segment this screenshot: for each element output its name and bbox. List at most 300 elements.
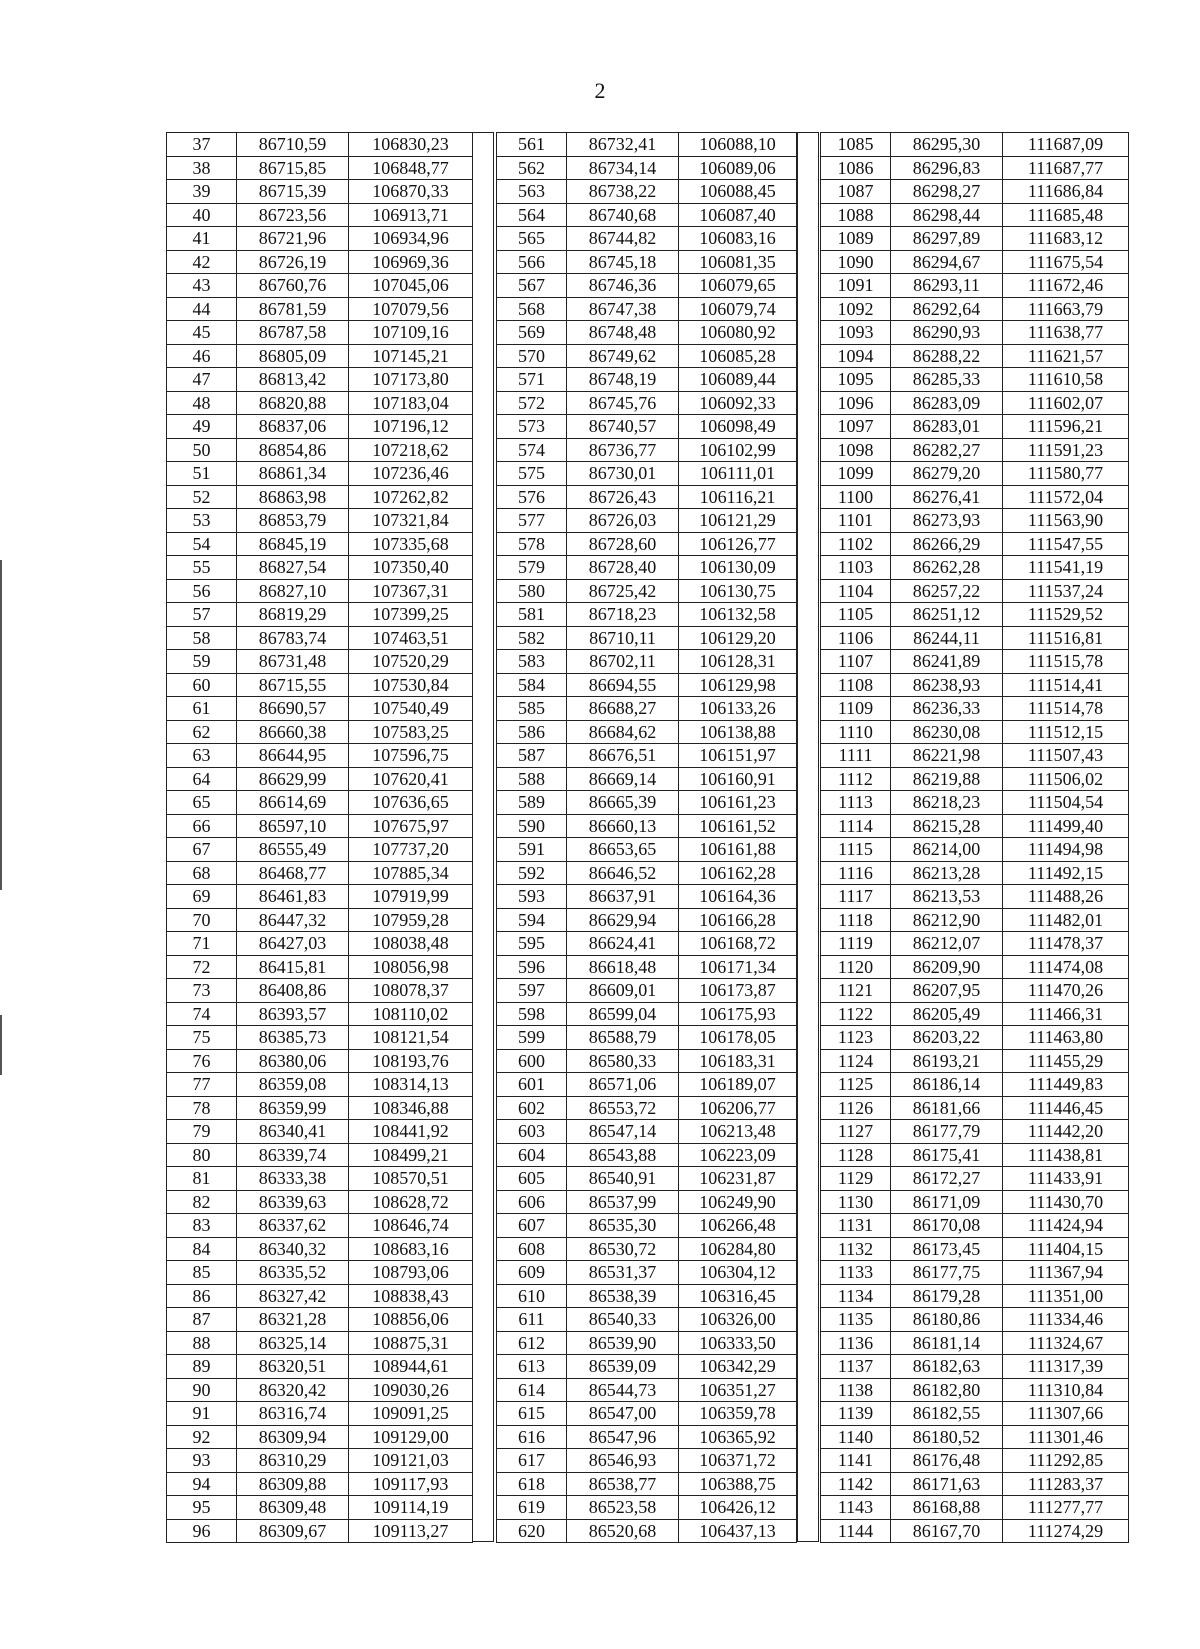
table-row: [497, 1002, 797, 1026]
table-row: [497, 697, 797, 721]
table-row: [497, 180, 797, 204]
x-coordinate-cell: 86853,79: [237, 509, 349, 533]
y-coordinate-cell: 111351,00: [1003, 1284, 1129, 1308]
y-coordinate-cell: 111474,08: [1003, 955, 1129, 979]
point-number-cell: 1135: [821, 1308, 891, 1332]
y-coordinate-cell: 106359,78: [679, 1402, 797, 1426]
point-number-cell: 1098: [821, 438, 891, 462]
table-row: [497, 274, 797, 298]
x-coordinate-cell: 86531,37: [567, 1261, 679, 1285]
y-coordinate-cell: 106130,09: [679, 556, 797, 580]
x-coordinate-cell: 86340,41: [237, 1120, 349, 1144]
y-coordinate-cell: 111310,84: [1003, 1378, 1129, 1402]
y-coordinate-cell: 106969,36: [349, 250, 473, 274]
table-row: [497, 720, 797, 744]
x-coordinate-cell: 86820,88: [237, 391, 349, 415]
x-coordinate-cell: 86660,38: [237, 720, 349, 744]
point-number-cell: 616: [497, 1425, 567, 1449]
x-coordinate-cell: 86212,90: [891, 908, 1003, 932]
table-row: [821, 1073, 1129, 1097]
x-coordinate-cell: 86297,89: [891, 227, 1003, 251]
point-number-cell: 71: [167, 932, 237, 956]
x-coordinate-cell: 86535,30: [567, 1214, 679, 1238]
table-row: [497, 1049, 797, 1073]
y-coordinate-cell: 111515,78: [1003, 650, 1129, 674]
y-coordinate-cell: 108121,54: [349, 1026, 473, 1050]
point-number-cell: 613: [497, 1355, 567, 1379]
y-coordinate-cell: 107463,51: [349, 626, 473, 650]
point-number-cell: 580: [497, 579, 567, 603]
point-number-cell: 46: [167, 344, 237, 368]
point-number-cell: 617: [497, 1449, 567, 1473]
y-coordinate-cell: 106223,09: [679, 1143, 797, 1167]
point-number-cell: 96: [167, 1519, 237, 1543]
point-number-cell: 1090: [821, 250, 891, 274]
x-coordinate-cell: 86546,93: [567, 1449, 679, 1473]
table-row: [821, 1331, 1129, 1355]
point-number-cell: 1124: [821, 1049, 891, 1073]
y-coordinate-cell: 108875,31: [349, 1331, 473, 1355]
table-row: [497, 1378, 797, 1402]
table-row: [167, 180, 473, 204]
table-row: [497, 1425, 797, 1449]
page-number: 2: [594, 78, 606, 103]
table-row: [167, 556, 473, 580]
point-number-cell: 620: [497, 1519, 567, 1543]
x-coordinate-cell: 86539,90: [567, 1331, 679, 1355]
y-coordinate-cell: 106079,74: [679, 297, 797, 321]
x-coordinate-cell: 86309,88: [237, 1472, 349, 1496]
table-row: [821, 885, 1129, 909]
point-number-cell: 581: [497, 603, 567, 627]
x-coordinate-cell: 86283,01: [891, 415, 1003, 439]
point-number-cell: 610: [497, 1284, 567, 1308]
point-number-cell: 1144: [821, 1519, 891, 1543]
point-number-cell: 93: [167, 1449, 237, 1473]
table-row: [167, 485, 473, 509]
table-row: [497, 1355, 797, 1379]
point-number-cell: 64: [167, 767, 237, 791]
point-number-cell: 81: [167, 1167, 237, 1191]
table-row: [821, 1355, 1129, 1379]
x-coordinate-cell: 86182,63: [891, 1355, 1003, 1379]
point-number-cell: 595: [497, 932, 567, 956]
table-row: [497, 1331, 797, 1355]
table-row: [497, 203, 797, 227]
y-coordinate-cell: 111514,41: [1003, 673, 1129, 697]
x-coordinate-cell: 86543,88: [567, 1143, 679, 1167]
y-coordinate-cell: 111537,24: [1003, 579, 1129, 603]
y-coordinate-cell: 107173,80: [349, 368, 473, 392]
point-number-cell: 612: [497, 1331, 567, 1355]
point-number-cell: 1141: [821, 1449, 891, 1473]
y-coordinate-cell: 111367,94: [1003, 1261, 1129, 1285]
table-row: [497, 814, 797, 838]
y-coordinate-cell: 108110,02: [349, 1002, 473, 1026]
table-row: [167, 1167, 473, 1191]
x-coordinate-cell: 86555,49: [237, 838, 349, 862]
point-number-cell: 86: [167, 1284, 237, 1308]
table-row: [821, 697, 1129, 721]
table-row: [497, 579, 797, 603]
x-coordinate-cell: 86863,98: [237, 485, 349, 509]
y-coordinate-cell: 108078,37: [349, 979, 473, 1003]
x-coordinate-cell: 86837,06: [237, 415, 349, 439]
table-row: [821, 579, 1129, 603]
table-row: [167, 955, 473, 979]
x-coordinate-cell: 86171,63: [891, 1472, 1003, 1496]
x-coordinate-cell: 86520,68: [567, 1519, 679, 1543]
x-coordinate-cell: 86177,75: [891, 1261, 1003, 1285]
point-number-cell: 574: [497, 438, 567, 462]
x-coordinate-cell: 86748,48: [567, 321, 679, 345]
table-row: [821, 1519, 1129, 1543]
table-row: [821, 908, 1129, 932]
y-coordinate-cell: 107321,84: [349, 509, 473, 533]
table-row: [497, 603, 797, 627]
table-row: [821, 1402, 1129, 1426]
table-row: [821, 227, 1129, 251]
y-coordinate-cell: 107145,21: [349, 344, 473, 368]
x-coordinate-cell: 86653,65: [567, 838, 679, 862]
y-coordinate-cell: 111610,58: [1003, 368, 1129, 392]
y-coordinate-cell: 111563,90: [1003, 509, 1129, 533]
y-coordinate-cell: 106080,92: [679, 321, 797, 345]
table-row: [167, 250, 473, 274]
y-coordinate-cell: 111292,85: [1003, 1449, 1129, 1473]
y-coordinate-cell: 107399,25: [349, 603, 473, 627]
y-coordinate-cell: 106085,28: [679, 344, 797, 368]
point-number-cell: 73: [167, 979, 237, 1003]
y-coordinate-cell: 111433,91: [1003, 1167, 1129, 1191]
y-coordinate-cell: 106161,52: [679, 814, 797, 838]
y-coordinate-cell: 106178,05: [679, 1026, 797, 1050]
y-coordinate-cell: 106151,97: [679, 744, 797, 768]
y-coordinate-cell: 106388,75: [679, 1472, 797, 1496]
x-coordinate-cell: 86170,08: [891, 1214, 1003, 1238]
table-row: [497, 1096, 797, 1120]
x-coordinate-cell: 86333,38: [237, 1167, 349, 1191]
point-number-cell: 602: [497, 1096, 567, 1120]
table-row: [821, 1425, 1129, 1449]
point-number-cell: 53: [167, 509, 237, 533]
x-coordinate-cell: 86241,89: [891, 650, 1003, 674]
x-coordinate-cell: 86715,85: [237, 156, 349, 180]
table-row: [167, 626, 473, 650]
point-number-cell: 1140: [821, 1425, 891, 1449]
table-row: [821, 133, 1129, 157]
y-coordinate-cell: 106437,13: [679, 1519, 797, 1543]
table-row: [167, 673, 473, 697]
y-coordinate-cell: 111277,77: [1003, 1496, 1129, 1520]
table-row: [821, 391, 1129, 415]
point-number-cell: 56: [167, 579, 237, 603]
y-coordinate-cell: 111492,15: [1003, 861, 1129, 885]
table-row: [821, 1214, 1129, 1238]
y-coordinate-cell: 111274,29: [1003, 1519, 1129, 1543]
y-coordinate-cell: 111478,37: [1003, 932, 1129, 956]
y-coordinate-cell: 107885,34: [349, 861, 473, 885]
table-row: [821, 1237, 1129, 1261]
x-coordinate-cell: 86624,41: [567, 932, 679, 956]
y-coordinate-cell: 106160,91: [679, 767, 797, 791]
table-row: [167, 1284, 473, 1308]
table-row: [821, 1143, 1129, 1167]
x-coordinate-cell: 86805,09: [237, 344, 349, 368]
x-coordinate-cell: 86310,29: [237, 1449, 349, 1473]
x-coordinate-cell: 86676,51: [567, 744, 679, 768]
table-row: [497, 650, 797, 674]
table-row: [497, 532, 797, 556]
point-number-cell: 95: [167, 1496, 237, 1520]
table-row: [167, 720, 473, 744]
y-coordinate-cell: 108056,98: [349, 955, 473, 979]
x-coordinate-cell: 86684,62: [567, 720, 679, 744]
point-number-cell: 611: [497, 1308, 567, 1332]
y-coordinate-cell: 107520,29: [349, 650, 473, 674]
y-coordinate-cell: 106371,72: [679, 1449, 797, 1473]
x-coordinate-cell: 86295,30: [891, 133, 1003, 157]
table-row: [497, 321, 797, 345]
y-coordinate-cell: 107620,41: [349, 767, 473, 791]
x-coordinate-cell: 86447,32: [237, 908, 349, 932]
point-number-cell: 566: [497, 250, 567, 274]
point-number-cell: 1111: [821, 744, 891, 768]
x-coordinate-cell: 86207,95: [891, 979, 1003, 1003]
y-coordinate-cell: 107183,04: [349, 391, 473, 415]
table-row: [167, 1308, 473, 1332]
table-row: [821, 861, 1129, 885]
x-coordinate-cell: 86738,22: [567, 180, 679, 204]
x-coordinate-cell: 86171,09: [891, 1190, 1003, 1214]
point-number-cell: 37: [167, 133, 237, 157]
table-row: [821, 368, 1129, 392]
table-row: [821, 1472, 1129, 1496]
y-coordinate-cell: 111506,02: [1003, 767, 1129, 791]
y-coordinate-cell: 106161,88: [679, 838, 797, 862]
x-coordinate-cell: 86213,53: [891, 885, 1003, 909]
scan-edge-mark: [0, 1015, 2, 1075]
point-number-cell: 88: [167, 1331, 237, 1355]
y-coordinate-cell: 109030,26: [349, 1378, 473, 1402]
x-coordinate-cell: 86335,52: [237, 1261, 349, 1285]
point-number-cell: 1113: [821, 791, 891, 815]
y-coordinate-cell: 107079,56: [349, 297, 473, 321]
table-row: [821, 462, 1129, 486]
x-coordinate-cell: 86236,33: [891, 697, 1003, 721]
x-coordinate-cell: 86175,41: [891, 1143, 1003, 1167]
y-coordinate-cell: 106171,34: [679, 955, 797, 979]
table-row: [497, 1496, 797, 1520]
point-number-cell: 1143: [821, 1496, 891, 1520]
point-number-cell: 588: [497, 767, 567, 791]
x-coordinate-cell: 86783,74: [237, 626, 349, 650]
y-coordinate-cell: 106351,27: [679, 1378, 797, 1402]
table-row: [497, 368, 797, 392]
point-number-cell: 61: [167, 697, 237, 721]
table-row: [497, 438, 797, 462]
table-row: [497, 462, 797, 486]
table-row: [497, 1472, 797, 1496]
point-number-cell: 565: [497, 227, 567, 251]
x-coordinate-cell: 86327,42: [237, 1284, 349, 1308]
table-row: [821, 438, 1129, 462]
x-coordinate-cell: 86214,00: [891, 838, 1003, 862]
point-number-cell: 1128: [821, 1143, 891, 1167]
x-coordinate-cell: 86167,70: [891, 1519, 1003, 1543]
point-number-cell: 1107: [821, 650, 891, 674]
x-coordinate-cell: 86827,54: [237, 556, 349, 580]
point-number-cell: 589: [497, 791, 567, 815]
x-coordinate-cell: 86251,12: [891, 603, 1003, 627]
point-number-cell: 66: [167, 814, 237, 838]
x-coordinate-cell: 86213,28: [891, 861, 1003, 885]
column-separator: [797, 132, 819, 1542]
point-number-cell: 1112: [821, 767, 891, 791]
x-coordinate-cell: 86721,96: [237, 227, 349, 251]
table-row: [167, 368, 473, 392]
point-number-cell: 582: [497, 626, 567, 650]
y-coordinate-cell: 111482,01: [1003, 908, 1129, 932]
x-coordinate-cell: 86538,77: [567, 1472, 679, 1496]
y-coordinate-cell: 107675,97: [349, 814, 473, 838]
y-coordinate-cell: 106365,92: [679, 1425, 797, 1449]
x-coordinate-cell: 86340,32: [237, 1237, 349, 1261]
table-row: [821, 485, 1129, 509]
y-coordinate-cell: 107045,06: [349, 274, 473, 298]
y-coordinate-cell: 111324,67: [1003, 1331, 1129, 1355]
point-number-cell: 1126: [821, 1096, 891, 1120]
point-number-cell: 1086: [821, 156, 891, 180]
y-coordinate-cell: 106316,45: [679, 1284, 797, 1308]
x-coordinate-cell: 86547,96: [567, 1425, 679, 1449]
x-coordinate-cell: 86726,03: [567, 509, 679, 533]
table-row: [821, 1378, 1129, 1402]
y-coordinate-cell: 106164,36: [679, 885, 797, 909]
table-row: [167, 1002, 473, 1026]
table-row: [497, 227, 797, 251]
y-coordinate-cell: 111504,54: [1003, 791, 1129, 815]
y-coordinate-cell: 106089,06: [679, 156, 797, 180]
x-coordinate-cell: 86588,79: [567, 1026, 679, 1050]
x-coordinate-cell: 86644,95: [237, 744, 349, 768]
y-coordinate-cell: 106081,35: [679, 250, 797, 274]
x-coordinate-cell: 86760,76: [237, 274, 349, 298]
y-coordinate-cell: 106830,23: [349, 133, 473, 157]
x-coordinate-cell: 86646,52: [567, 861, 679, 885]
y-coordinate-cell: 111430,70: [1003, 1190, 1129, 1214]
x-coordinate-cell: 86325,14: [237, 1331, 349, 1355]
point-number-cell: 1087: [821, 180, 891, 204]
table-row: [821, 274, 1129, 298]
table-row: [167, 227, 473, 251]
y-coordinate-cell: 106133,26: [679, 697, 797, 721]
coordinates-table-2: [496, 132, 797, 1543]
y-coordinate-cell: 111494,98: [1003, 838, 1129, 862]
x-coordinate-cell: 86218,23: [891, 791, 1003, 815]
x-coordinate-cell: 86845,19: [237, 532, 349, 556]
table-row: [821, 203, 1129, 227]
x-coordinate-cell: 86181,66: [891, 1096, 1003, 1120]
y-coordinate-cell: 108346,88: [349, 1096, 473, 1120]
point-number-cell: 41: [167, 227, 237, 251]
y-coordinate-cell: 108570,51: [349, 1167, 473, 1191]
point-number-cell: 586: [497, 720, 567, 744]
y-coordinate-cell: 109091,25: [349, 1402, 473, 1426]
table-row: [821, 932, 1129, 956]
y-coordinate-cell: 111686,84: [1003, 180, 1129, 204]
point-number-cell: 79: [167, 1120, 237, 1144]
y-coordinate-cell: 111463,80: [1003, 1026, 1129, 1050]
y-coordinate-cell: 111512,15: [1003, 720, 1129, 744]
point-number-cell: 562: [497, 156, 567, 180]
x-coordinate-cell: 86294,67: [891, 250, 1003, 274]
point-number-cell: 39: [167, 180, 237, 204]
y-coordinate-cell: 106102,99: [679, 438, 797, 462]
point-number-cell: 584: [497, 673, 567, 697]
point-number-cell: 50: [167, 438, 237, 462]
x-coordinate-cell: 86290,93: [891, 321, 1003, 345]
x-coordinate-cell: 86688,27: [567, 697, 679, 721]
point-number-cell: 606: [497, 1190, 567, 1214]
y-coordinate-cell: 106175,93: [679, 1002, 797, 1026]
y-coordinate-cell: 111683,12: [1003, 227, 1129, 251]
point-number-cell: 1125: [821, 1073, 891, 1097]
point-number-cell: 618: [497, 1472, 567, 1496]
y-coordinate-cell: 106342,29: [679, 1355, 797, 1379]
x-coordinate-cell: 86728,40: [567, 556, 679, 580]
x-coordinate-cell: 86537,99: [567, 1190, 679, 1214]
point-number-cell: 579: [497, 556, 567, 580]
table-row: [821, 814, 1129, 838]
y-coordinate-cell: 107335,68: [349, 532, 473, 556]
x-coordinate-cell: 86296,83: [891, 156, 1003, 180]
point-number-cell: 587: [497, 744, 567, 768]
table-row: [497, 1261, 797, 1285]
point-number-cell: 70: [167, 908, 237, 932]
x-coordinate-cell: 86238,93: [891, 673, 1003, 697]
table-row: [497, 1449, 797, 1473]
table-row: [167, 861, 473, 885]
point-number-cell: 577: [497, 509, 567, 533]
y-coordinate-cell: 106333,50: [679, 1331, 797, 1355]
x-coordinate-cell: 86571,06: [567, 1073, 679, 1097]
y-coordinate-cell: 106168,72: [679, 932, 797, 956]
table-row: [497, 509, 797, 533]
y-coordinate-cell: 109114,19: [349, 1496, 473, 1520]
table-row: [497, 1190, 797, 1214]
point-number-cell: 567: [497, 274, 567, 298]
x-coordinate-cell: 86359,08: [237, 1073, 349, 1097]
x-coordinate-cell: 86618,48: [567, 955, 679, 979]
point-number-cell: 1131: [821, 1214, 891, 1238]
y-coordinate-cell: 111442,20: [1003, 1120, 1129, 1144]
point-number-cell: 1137: [821, 1355, 891, 1379]
point-number-cell: 38: [167, 156, 237, 180]
point-number-cell: 1118: [821, 908, 891, 932]
point-number-cell: 561: [497, 133, 567, 157]
y-coordinate-cell: 108499,21: [349, 1143, 473, 1167]
table-row: [167, 579, 473, 603]
point-number-cell: 1099: [821, 462, 891, 486]
point-number-cell: 1109: [821, 697, 891, 721]
point-number-cell: 1091: [821, 274, 891, 298]
y-coordinate-cell: 109129,00: [349, 1425, 473, 1449]
y-coordinate-cell: 106166,28: [679, 908, 797, 932]
x-coordinate-cell: 86230,08: [891, 720, 1003, 744]
point-number-cell: 48: [167, 391, 237, 415]
x-coordinate-cell: 86819,29: [237, 603, 349, 627]
